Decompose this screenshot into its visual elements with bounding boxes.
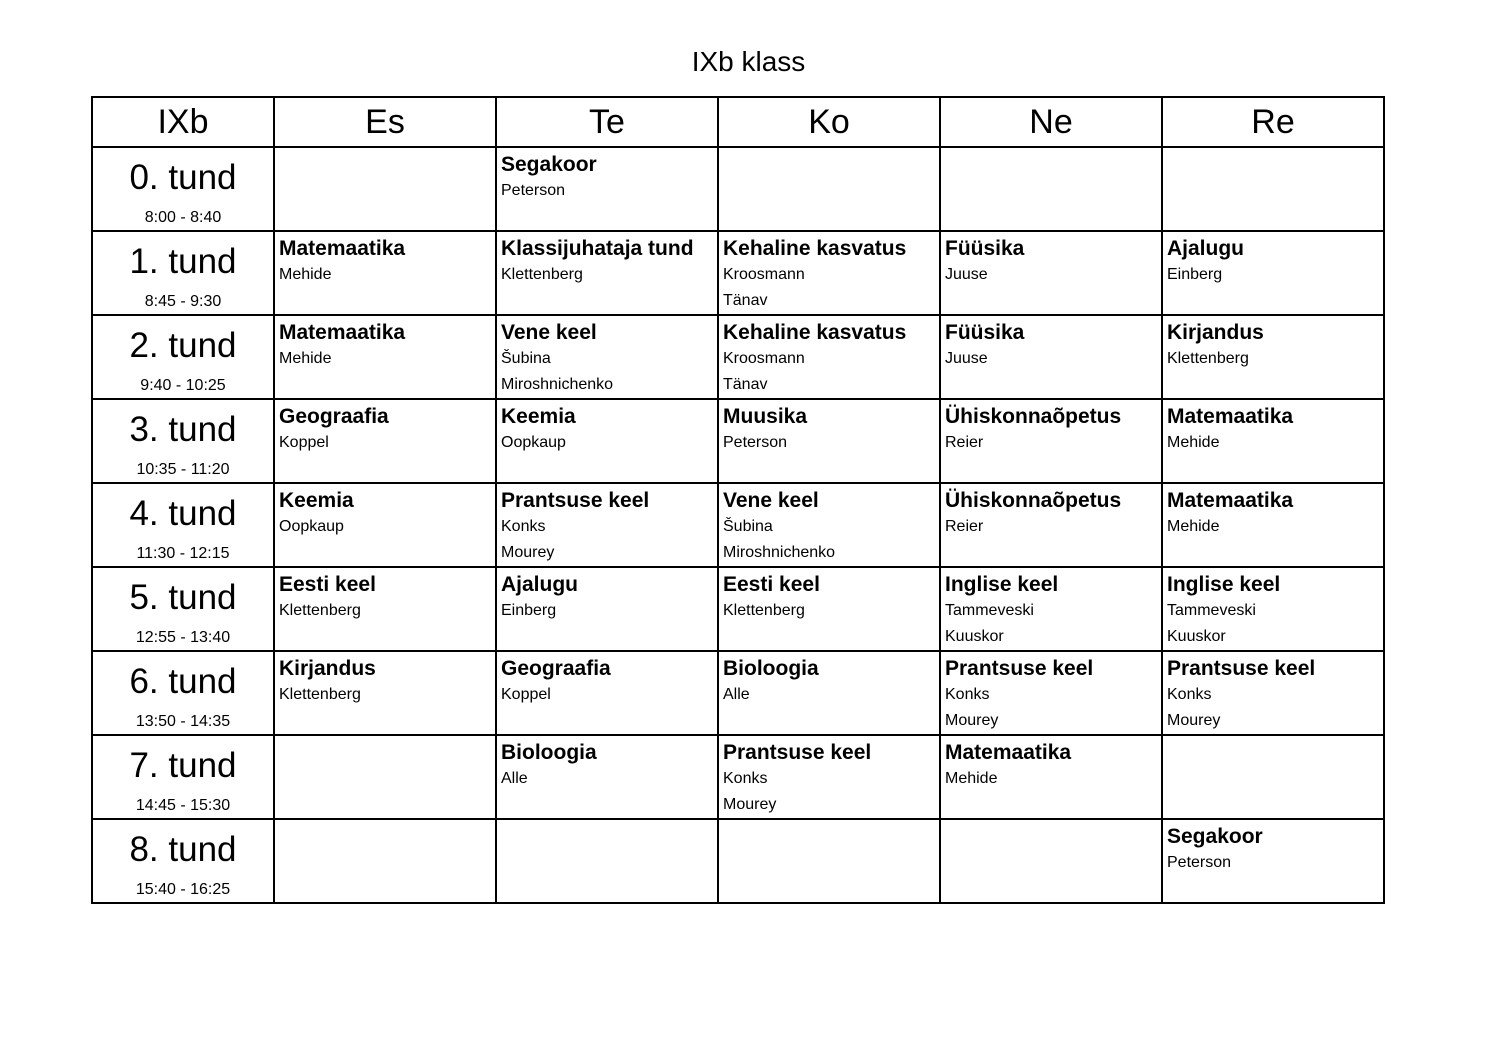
period-time: 12:55 - 13:40: [135, 629, 231, 646]
lesson: [941, 484, 1161, 540]
subject-name: Prantsuse keel: [501, 489, 650, 512]
period-time: 14:45 - 15:30: [135, 797, 231, 814]
lesson-cell: [718, 651, 940, 735]
period-cell: [92, 651, 274, 735]
lesson: [275, 316, 495, 372]
lesson-cell: [718, 399, 940, 483]
subject-name: Matemaatika: [1167, 489, 1294, 512]
lesson: [275, 652, 495, 708]
lesson: [275, 568, 495, 624]
lesson-cell: [274, 651, 496, 735]
empty-cell: [274, 735, 496, 819]
subject-name: Prantsuse keel: [945, 657, 1094, 680]
teacher-name: Mourey: [1167, 712, 1221, 729]
teacher-name: Tänav: [723, 376, 768, 393]
empty-cell: [718, 819, 940, 903]
empty-cell: [274, 819, 496, 903]
day-header-ne: Ne: [940, 97, 1162, 147]
lesson-cell: [496, 399, 718, 483]
subject-name: Matemaatika: [945, 741, 1072, 764]
teacher-name: Mehide: [279, 350, 332, 367]
teacher-name: Konks: [945, 686, 990, 703]
period-time: 15:40 - 16:25: [135, 881, 231, 898]
subject-name: Keemia: [501, 405, 576, 428]
lesson-cell: [718, 231, 940, 315]
subject-name: Prantsuse keel: [1167, 657, 1316, 680]
header-row: [92, 97, 1384, 147]
teacher-name: Alle: [723, 686, 750, 703]
subject-name: Inglise keel: [945, 573, 1059, 596]
subject-name: Segakoor: [1167, 825, 1263, 848]
table-row: [92, 399, 1384, 483]
period-cell: [92, 483, 274, 567]
teacher-name: Alle: [501, 770, 528, 787]
subject-name: Eesti keel: [723, 573, 820, 596]
empty-cell: [940, 819, 1162, 903]
teacher-name: Klettenberg: [1167, 350, 1249, 367]
subject-name: Ajalugu: [501, 573, 578, 596]
teacher-name: Mourey: [945, 712, 999, 729]
day-header-re: Re: [1162, 97, 1384, 147]
lesson-cell: [1162, 231, 1384, 315]
teacher-name: Klettenberg: [279, 686, 361, 703]
lesson: [941, 568, 1161, 650]
lesson: [275, 232, 495, 288]
teacher-name: Tänav: [723, 292, 768, 309]
period-time: 11:30 - 12:15: [136, 545, 230, 562]
subject-name: Prantsuse keel: [723, 741, 872, 764]
day-header-te: Te: [496, 97, 718, 147]
subject-name: Bioloogia: [723, 657, 819, 680]
table-row: [92, 315, 1384, 399]
empty-cell: [274, 147, 496, 231]
subject-name: Ühiskonnaõpetus: [945, 405, 1122, 428]
lesson: [275, 484, 495, 540]
teacher-name: Mehide: [279, 266, 332, 283]
empty-cell: [1162, 735, 1384, 819]
period-cell: [92, 315, 274, 399]
period-name: 3. tund: [129, 410, 237, 449]
teacher-name: Šubina: [501, 350, 551, 367]
lesson: [719, 568, 939, 624]
teacher-name: Kroosmann: [723, 350, 805, 367]
lesson-cell: [496, 231, 718, 315]
subject-name: Vene keel: [501, 321, 597, 344]
subject-name: Füüsika: [945, 321, 1025, 344]
empty-cell: [1162, 147, 1384, 231]
lesson: [1163, 316, 1383, 372]
teacher-name: Peterson: [1167, 854, 1232, 871]
subject-name: Füüsika: [945, 237, 1025, 260]
empty-cell: [496, 819, 718, 903]
lesson: [497, 568, 717, 624]
teacher-name: Mehide: [1167, 434, 1220, 451]
teacher-name: Miroshnichenko: [723, 544, 836, 561]
period-time: 10:35 - 11:20: [136, 461, 230, 478]
teacher-name: Reier: [945, 434, 984, 451]
day-header-ko: Ko: [718, 97, 940, 147]
teacher-name: Einberg: [501, 602, 557, 619]
lesson-cell: [274, 399, 496, 483]
subject-name: Ühiskonnaõpetus: [945, 489, 1122, 512]
lesson-cell: [718, 567, 940, 651]
teacher-name: Konks: [723, 770, 768, 787]
lesson-cell: [496, 483, 718, 567]
lesson: [1163, 232, 1383, 288]
table-row: [92, 735, 1384, 819]
period-name: 7. tund: [129, 746, 237, 785]
period-time: 8:45 - 9:30: [144, 293, 222, 310]
lesson: [497, 316, 717, 398]
teacher-name: Reier: [945, 518, 984, 535]
period-name: 1. tund: [129, 242, 237, 281]
subject-name: Eesti keel: [279, 573, 376, 596]
page-title: IXb klass: [691, 46, 806, 77]
lesson-cell: [718, 315, 940, 399]
lesson: [941, 736, 1161, 792]
empty-cell: [718, 147, 940, 231]
lesson: [1163, 400, 1383, 456]
lesson: [1163, 652, 1383, 734]
lesson-cell: [496, 567, 718, 651]
teacher-name: Koppel: [279, 434, 329, 451]
lesson-cell: [496, 147, 718, 231]
period-cell: [92, 567, 274, 651]
lesson: [719, 232, 939, 314]
teacher-name: Mehide: [1167, 518, 1220, 535]
subject-name: Segakoor: [501, 153, 597, 176]
lesson-cell: [274, 567, 496, 651]
lesson: [497, 652, 717, 708]
teacher-name: Einberg: [1167, 266, 1223, 283]
lesson: [941, 316, 1161, 372]
lesson-cell: [1162, 819, 1384, 903]
lesson-cell: [940, 231, 1162, 315]
table-row: [92, 567, 1384, 651]
lesson: [719, 316, 939, 398]
lesson: [1163, 484, 1383, 540]
subject-name: Geograafia: [501, 657, 611, 680]
period-cell: [92, 399, 274, 483]
period-cell: [92, 735, 274, 819]
lesson-cell: [1162, 567, 1384, 651]
subject-name: Vene keel: [723, 489, 819, 512]
lesson-cell: [1162, 315, 1384, 399]
teacher-name: Kuuskor: [1167, 628, 1226, 645]
period-cell: [92, 231, 274, 315]
table-row: [92, 651, 1384, 735]
subject-name: Matemaatika: [279, 321, 406, 344]
lesson-cell: [940, 651, 1162, 735]
subject-name: Kehaline kasvatus: [723, 321, 907, 344]
lesson-cell: [940, 399, 1162, 483]
lesson-cell: [940, 567, 1162, 651]
lesson-cell: [274, 483, 496, 567]
teacher-name: Juuse: [945, 350, 988, 367]
lesson-cell: [940, 315, 1162, 399]
subject-name: Inglise keel: [1167, 573, 1281, 596]
subject-name: Matemaatika: [1167, 405, 1294, 428]
lesson-cell: [1162, 483, 1384, 567]
lesson-cell: [274, 315, 496, 399]
lesson-cell: [496, 651, 718, 735]
teacher-name: Klettenberg: [501, 266, 583, 283]
table-row: [92, 819, 1384, 903]
lesson: [719, 484, 939, 566]
period-name: 2. tund: [129, 326, 237, 365]
table-row: [92, 483, 1384, 567]
subject-name: Geograafia: [279, 405, 389, 428]
teacher-name: Šubina: [723, 518, 773, 535]
subject-name: Kirjandus: [279, 657, 376, 680]
period-time: 8:00 - 8:40: [144, 209, 222, 226]
teacher-name: Peterson: [501, 182, 566, 199]
period-cell: [92, 819, 274, 903]
teacher-name: Kroosmann: [723, 266, 805, 283]
lesson: [1163, 820, 1383, 876]
subject-name: Keemia: [279, 489, 354, 512]
lesson: [497, 148, 717, 204]
lesson: [941, 400, 1161, 456]
teacher-name: Oopkaup: [279, 518, 344, 535]
teacher-name: Miroshnichenko: [501, 376, 614, 393]
lesson: [497, 232, 717, 288]
period-cell: [92, 147, 274, 231]
lesson: [719, 652, 939, 708]
teacher-name: Mourey: [723, 796, 777, 813]
lesson-cell: [496, 735, 718, 819]
period-time: 13:50 - 14:35: [135, 713, 231, 730]
lesson: [497, 484, 717, 566]
lesson-cell: [1162, 399, 1384, 483]
subject-name: Bioloogia: [501, 741, 597, 764]
teacher-name: Koppel: [501, 686, 551, 703]
teacher-name: Klettenberg: [723, 602, 805, 619]
teacher-name: Tammeveski: [1167, 602, 1256, 619]
lesson: [497, 736, 717, 792]
class-header-cell: IXb: [92, 97, 274, 147]
subject-name: Ajalugu: [1167, 237, 1244, 260]
timetable-body: [92, 147, 1384, 903]
day-header-es: Es: [274, 97, 496, 147]
lesson: [719, 400, 939, 456]
teacher-name: Klettenberg: [279, 602, 361, 619]
teacher-name: Mourey: [501, 544, 555, 561]
timetable: [91, 96, 1385, 904]
teacher-name: Oopkaup: [501, 434, 566, 451]
table-row: [92, 231, 1384, 315]
period-name: 8. tund: [129, 830, 237, 869]
subject-name: Matemaatika: [279, 237, 406, 260]
period-time: 9:40 - 10:25: [140, 377, 226, 394]
teacher-name: Peterson: [723, 434, 788, 451]
lesson-cell: [718, 735, 940, 819]
subject-name: Kehaline kasvatus: [723, 237, 907, 260]
lesson-cell: [1162, 651, 1384, 735]
teacher-name: Konks: [1167, 686, 1212, 703]
lesson-cell: [274, 231, 496, 315]
teacher-name: Mehide: [945, 770, 998, 787]
period-name: 5. tund: [129, 578, 237, 617]
lesson-cell: [718, 483, 940, 567]
lesson: [1163, 568, 1383, 650]
lesson: [941, 232, 1161, 288]
lesson-cell: [496, 315, 718, 399]
lesson-cell: [940, 483, 1162, 567]
teacher-name: Juuse: [945, 266, 988, 283]
period-name: 4. tund: [129, 494, 237, 533]
subject-name: Kirjandus: [1167, 321, 1264, 344]
empty-cell: [940, 147, 1162, 231]
table-row: [92, 147, 1384, 231]
period-name: 6. tund: [129, 662, 237, 701]
teacher-name: Konks: [501, 518, 546, 535]
subject-name: Muusika: [723, 405, 808, 428]
teacher-name: Kuuskor: [945, 628, 1004, 645]
lesson: [275, 400, 495, 456]
lesson: [719, 736, 939, 818]
lesson: [497, 400, 717, 456]
lesson-cell: [940, 735, 1162, 819]
period-name: 0. tund: [129, 158, 237, 197]
subject-name: Klassijuhataja tund: [501, 237, 694, 260]
teacher-name: Tammeveski: [945, 602, 1034, 619]
lesson: [941, 652, 1161, 734]
